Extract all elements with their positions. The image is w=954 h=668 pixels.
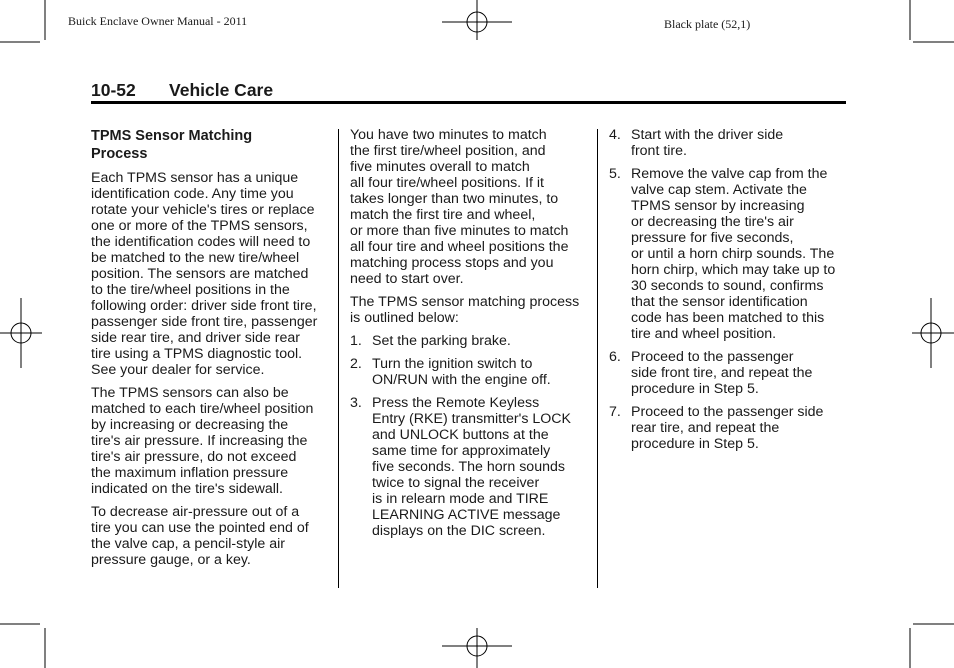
- step-item: [609, 166, 849, 342]
- step-item: [609, 349, 849, 397]
- step-text: Proceed to the passenger side front tire, and repeat the procedure in Step 5.: [631, 349, 813, 397]
- paragraph: The TPMS sensors can also be matched to each tire/wheel position by increasing or decreasing the tire's air pressure. If increasing the tire's air pressure, do not exceed the maximum inflation pressure indicated on the tire's sidewall.: [91, 385, 314, 497]
- step-text: Start with the driver side front tire.: [631, 127, 784, 159]
- paragraph: You have two minutes to match the first tire/wheel position, and five minutes overall to match all four tire/wheel positions. If it takes longer than two minutes, to match the first tire and wheel, or more than five minutes to match all four tire and wheel positions the matching process stops and you need to start over.: [350, 127, 569, 287]
- step-number: 5.: [609, 166, 621, 182]
- step-text: Set the parking brake.: [372, 333, 511, 349]
- manual-title: Buick Enclave Owner Manual - 2011: [68, 14, 248, 28]
- step-item: [609, 404, 849, 452]
- step-number: 1.: [350, 333, 362, 349]
- step-item: [350, 333, 590, 349]
- header-rule: [91, 101, 846, 104]
- step-item: [350, 356, 590, 388]
- paragraph: The TPMS sensor matching process is outlined below:: [350, 294, 580, 326]
- column-divider: [338, 129, 339, 588]
- plate-label: Black plate (52,1): [664, 17, 751, 31]
- step-number: 4.: [609, 127, 621, 143]
- step-text: Proceed to the passenger side rear tire, and repeat the procedure in Step 5.: [631, 404, 824, 452]
- column-3: [609, 127, 849, 459]
- step-number: 6.: [609, 349, 621, 365]
- paragraph: To decrease air-pressure out of a tire you can use the pointed end of the valve cap, a pencil-style air pressure gauge, or a key.: [91, 504, 309, 568]
- column-2: [350, 127, 590, 546]
- step-text: Turn the ignition switch to ON/RUN with the engine off.: [372, 356, 551, 388]
- page-number: 10-52: [91, 80, 136, 100]
- step-number: 2.: [350, 356, 362, 372]
- step-item: [350, 395, 590, 539]
- paragraph: Each TPMS sensor has a unique identification code. Any time you rotate your vehicle's tires or replace one or more of the TPMS sensors, the identification codes will need to be matched to the new tire/wheel position. The sensors are matched to the tire/wheel positions in the following order: driver side front tire, passenger side front tire, passenger side rear tire, and driver side rear tire using a TPMS diagnostic tool. See your dealer for service.: [91, 170, 318, 378]
- subsection-heading: TPMS Sensor Matching Process: [91, 128, 253, 162]
- step-text: Remove the valve cap from the valve cap stem. Activate the TPMS sensor by increasing or decreasing the tire's air pressure for five seconds, or until a horn chirp sounds. The horn chirp, which may take up to 30 seconds to sound, confirms that the sensor identification code has been matched to this tire and wheel position.: [631, 166, 836, 342]
- step-number: 3.: [350, 395, 362, 411]
- step-text: Press the Remote Keyless Entry (RKE) transmitter's LOCK and UNLOCK buttons at the same time for approximately five seconds. The horn sounds twice to signal the receiver is in relearn mode and TIRE LEARNING ACTIVE message displays on the DIC screen.: [372, 395, 572, 539]
- column-1: [91, 127, 331, 575]
- step-number: 7.: [609, 404, 621, 420]
- section-title: Vehicle Care: [169, 80, 274, 100]
- step-item: [609, 127, 849, 159]
- column-divider: [597, 129, 598, 588]
